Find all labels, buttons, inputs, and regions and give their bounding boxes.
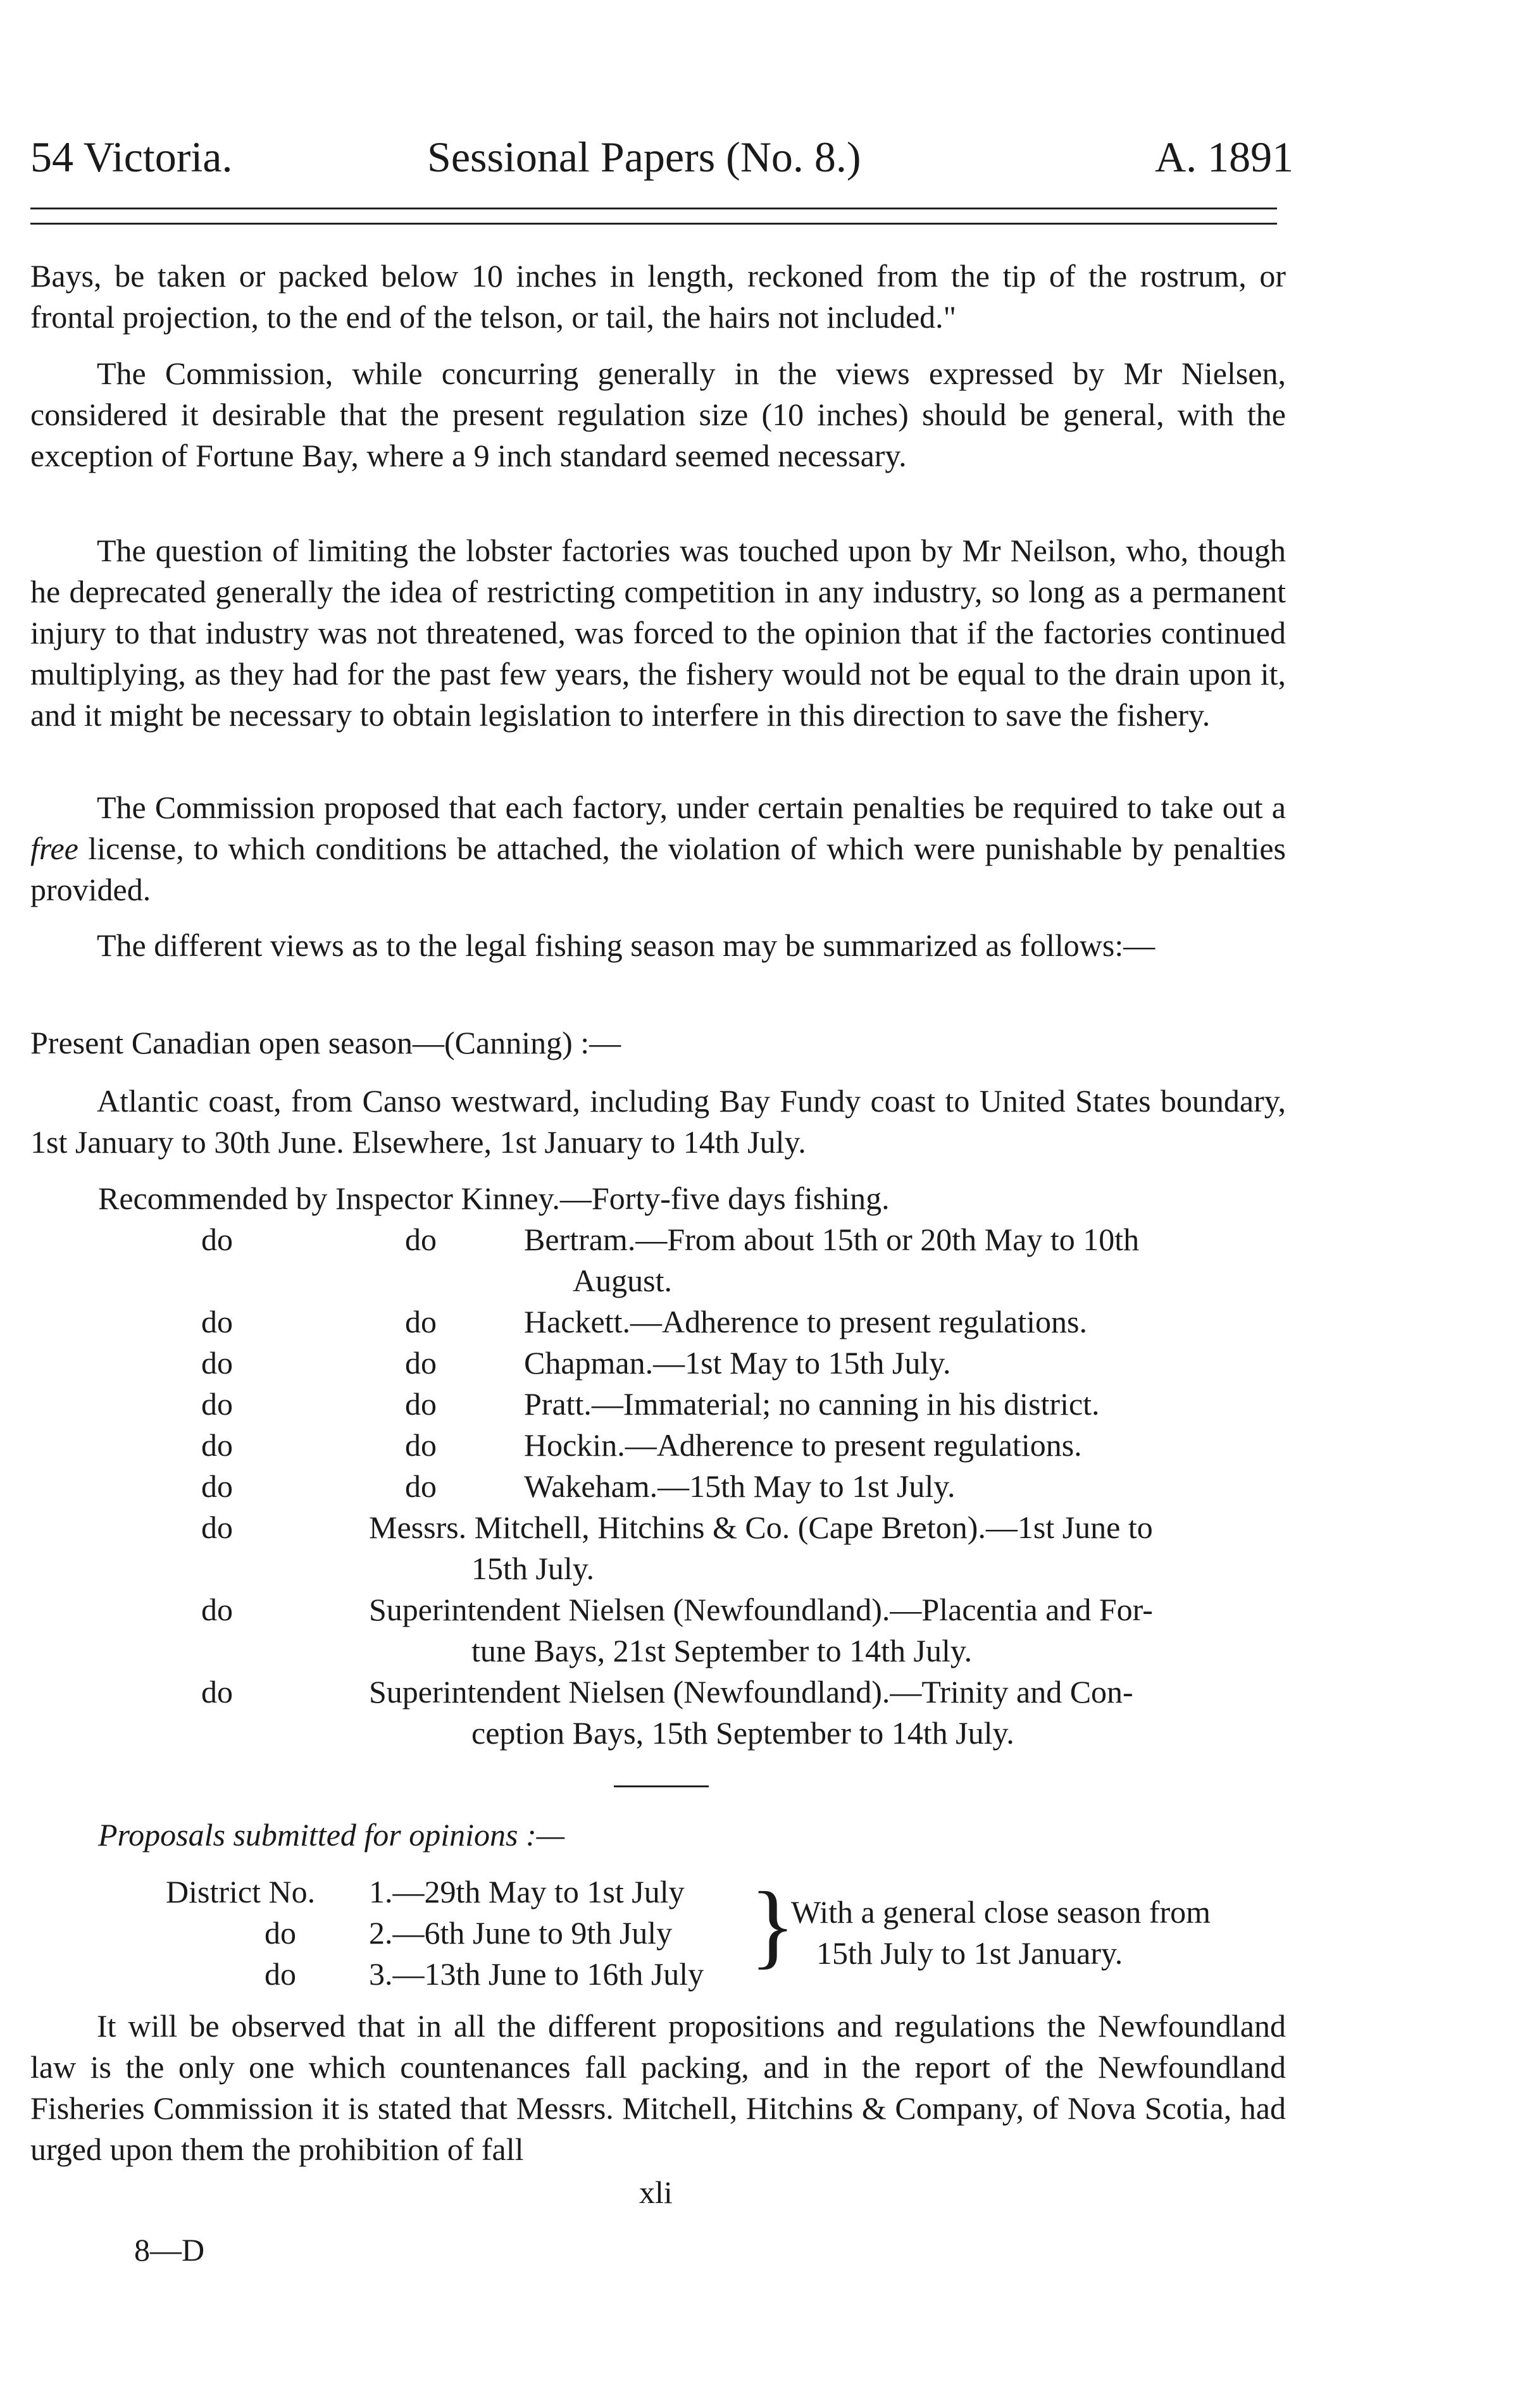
- recommended-row: Hockin.—Adherence to present regulations.: [524, 1427, 1082, 1463]
- recommended-wide-row: Superintendent Nielsen (Newfoundland).—Trinity and Con-: [369, 1674, 1133, 1710]
- paragraph-final: It will be observed that in all the different propositions and regulations the Newfoundland law is the only one which countenances fall packing, and in the report of the Newfoundland Fisheries Commission it is stated that Messrs. Mitchell, Hitchins & Company, of Nova Scotia, had urged upon them the prohibition of fall: [30, 2008, 1286, 2167]
- proposal-text: 1.—29th May to 1st July: [369, 1874, 685, 1909]
- ditto-col2: do: [405, 1222, 437, 1257]
- paragraph-2: The Commission, while concurring generally in the views expressed by Mr Nielsen, considered it desirable that the present regulation size (10 inches) should be general, with the exception of Fortune Bay, where a 9 inch standard seemed necessary.: [30, 356, 1286, 473]
- proposal-label: District No.: [166, 1874, 316, 1909]
- recommended-wide-row-cont: tune Bays, 21st September to 14th July.: [471, 1633, 973, 1668]
- proposal-text: 3.—13th June to 16th July: [369, 1956, 704, 1992]
- ditto-col2: do: [405, 1386, 437, 1422]
- ditto-col1: do: [201, 1345, 233, 1381]
- page-number: xli: [639, 2175, 673, 2210]
- recommended-first-line: Recommended by Inspector Kinney.—Forty-five days fishing.: [98, 1181, 890, 1216]
- recommended-row: Hackett.—Adherence to present regulations.: [524, 1304, 1087, 1339]
- proposals-heading: Proposals submitted for opinions :—: [98, 1817, 565, 1853]
- header-rule-top: [30, 208, 1277, 209]
- section-divider: [614, 1785, 709, 1787]
- paragraph-4: [30, 787, 1286, 910]
- paragraph-7: Atlantic coast, from Canso westward, including Bay Fundy coast to United States boundary, 1st January to 30th June. Elsewhere, 1st January to 14th July.: [30, 1083, 1286, 1160]
- ditto-col2: do: [405, 1427, 437, 1463]
- recommended-row: Wakeham.—15th May to 1st July.: [524, 1468, 956, 1504]
- ditto-col2: do: [405, 1304, 437, 1339]
- paragraph-1: Bays, be taken or packed below 10 inches in length, reckoned from the tip of the rostrum, or frontal projection, to the end of the telson, or tail, the hairs not included.": [30, 258, 1286, 335]
- header-left: 54 Victoria.: [30, 133, 233, 181]
- ditto-col1: do: [201, 1510, 233, 1545]
- ditto-col1: do: [201, 1386, 233, 1422]
- ditto-col2: do: [405, 1345, 437, 1381]
- ditto-col1: do: [201, 1427, 233, 1463]
- paragraph-4-end: license, to which conditions be attached, the violation of which were punishable by penalties provided.: [30, 831, 1286, 907]
- paragraph-5: The different views as to the legal fishing season may be summarized as follows:—: [97, 928, 1156, 963]
- proposal-label: do: [265, 1915, 296, 1951]
- proposal-note-line1: With a general close season from: [791, 1894, 1211, 1930]
- proposal-label: do: [265, 1956, 296, 1992]
- ditto-col1: do: [201, 1592, 233, 1627]
- ditto-col1: do: [201, 1468, 233, 1504]
- recommended-row: Bertram.—From about 15th or 20th May to 10th: [524, 1222, 1140, 1257]
- signature-mark: 8—D: [134, 2232, 205, 2268]
- recommended-row-cont: August.: [573, 1263, 672, 1298]
- ditto-col1: do: [201, 1304, 233, 1339]
- paragraph-3: The question of limiting the lobster factories was touched upon by Mr Neilson, who, though he deprecated generally the idea of restricting competition in any industry, so long as a permanent injury to that industry was not threatened, was forced to the opinion that if the factories continued multiplying, as they had for the past few years, the fishery would not be equal to the drain upon it, and it might be necessary to obtain legislation to interfere in this direction to save the fishery.: [30, 533, 1286, 733]
- paragraph-6: Present Canadian open season—(Canning) :—: [30, 1025, 621, 1060]
- recommended-wide-row: Superintendent Nielsen (Newfoundland).—Placentia and For-: [369, 1592, 1153, 1627]
- ditto-col1: do: [201, 1222, 233, 1257]
- proposal-text: 2.—6th June to 9th July: [369, 1915, 673, 1951]
- header-right: A. 1891: [1155, 133, 1294, 181]
- ditto-col2: do: [405, 1468, 437, 1504]
- recommended-row: Chapman.—1st May to 15th July.: [524, 1345, 951, 1381]
- paragraph-4-start: The Commission proposed that each factory, under certain penalties be required to take out a: [97, 790, 1286, 825]
- recommended-wide-row: Messrs. Mitchell, Hitchins & Co. (Cape Breton).—1st June to: [369, 1510, 1153, 1545]
- recommended-row: Pratt.—Immaterial; no canning in his district.: [524, 1386, 1100, 1422]
- brace-icon: }: [750, 1873, 795, 1978]
- recommended-wide-row-cont: ception Bays, 15th September to 14th July.: [471, 1715, 1014, 1751]
- proposal-note-line2: 15th July to 1st January.: [816, 1935, 1123, 1971]
- paragraph-4-italic: free: [30, 831, 78, 866]
- header-rule-bottom: [30, 223, 1277, 225]
- header-center: Sessional Papers (No. 8.): [427, 133, 861, 181]
- recommended-wide-row-cont: 15th July.: [471, 1551, 594, 1586]
- ditto-col1: do: [201, 1674, 233, 1710]
